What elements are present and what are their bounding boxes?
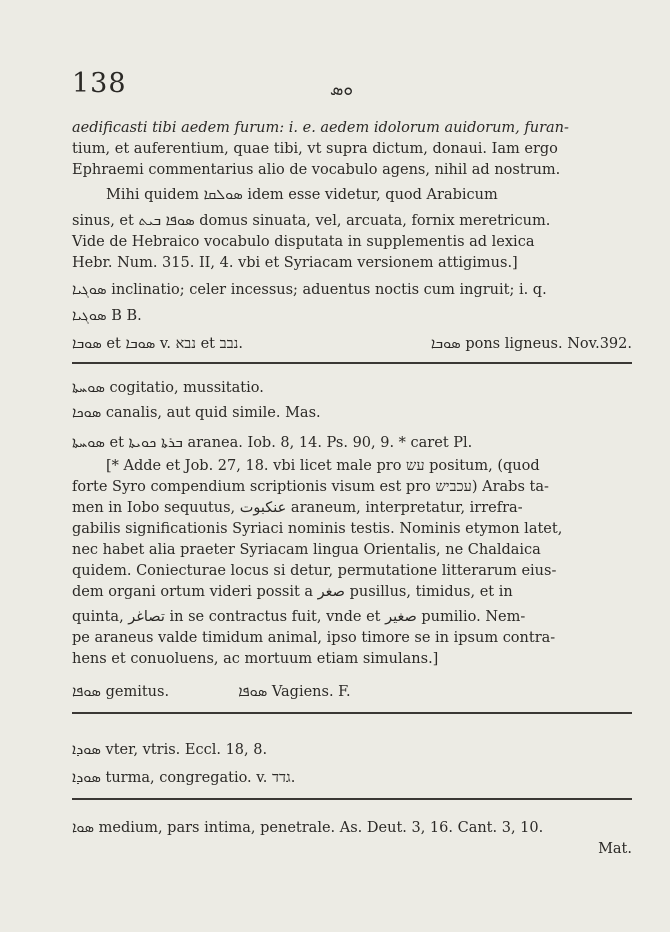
section-rule [72,362,632,364]
text-line: gabilis significationis Syriaci nominis testis. Nominis etymon latet, [72,521,563,537]
text-line: forte Syro compendium scriptionis visum est pro עכביש) Arabs ta- [72,479,549,495]
text-line: Mat. [598,841,632,857]
text-line: Mihi quidem ܣܘܠܩܐ idem esse videtur, quod Arabicum [106,187,498,203]
running-head: ܘܣ [330,80,353,100]
section-rule [72,712,632,714]
entry-medium [72,818,632,860]
entry-pons [72,334,632,355]
text-line: Vide de Hebraico vocabulo disputata in supplementis ad lexica [72,234,535,250]
entry-canalis: ܣܘܟܐ canalis, aut quid simile. Mas. [72,405,321,421]
entry-gemitus [72,682,632,703]
text-line: sinus, et ܣܘܦܐ ܒܝܬ domus sinuata, vel, arcuata, fornix meretricum. [72,213,551,229]
text-line: pe araneus valde timidum animal, ipso timore se in ipsum contra- [72,630,556,646]
text-line: ܣܘܐ medium, pars intima, penetrale. As. Deut. 3, 16. Cant. 3, 10. [72,820,544,836]
note-block [72,456,632,670]
page-number: 138 [72,68,127,99]
text-line: nec habet alia praeter Syriacam lingua Orientalis, ne Chaldaica [72,542,541,558]
text-line: Hebr. Num. 315. II, 4. vbi et Syriacam versionem attigimus.] [72,255,518,271]
entry-vter: ܣܘܕܐ vter, vtris. Eccl. 18, 8. [72,742,268,758]
entry-pons-left: ܣܘܒܐ et ܣܘܒܐ v. נבא et נבב. [72,336,243,352]
text-line: aedificasti tibi aedem furum: i. e. aedem idolorum auidorum, furan- [72,120,569,136]
entry-turma: ܣܘܕܐ turma, congregatio. v. גדד. [72,770,296,786]
text-line: quidem. Coniecturae locus si detur, permutatione litterarum eius- [72,563,557,579]
entry-bb: ܣܘܓܝܐ B B. [72,308,142,324]
text-line: quinta, تصاغر in se contractus fuit, vnde et صغير pumilio. Nem- [72,609,526,625]
entry-pons-right: ܣܘܒܐ pons ligneus. Nov.392. [430,336,632,352]
text-line: dem organi ortum videri possit a صغر pusillus, timidus, et in [72,584,513,600]
entry-cogitatio: ܣܘܚܬܐ cogitatio, mussitatio. [72,380,264,396]
paragraph-1 [72,118,632,274]
text-line: tium, et auferentium, quae tibi, vt supra dictum, donaui. Iam ergo [72,141,558,157]
entry-gemitus-left: ܣܘܦܐ gemitus. [72,684,170,700]
section-rule [72,798,632,800]
entry-inclinatio: ܣܘܓܝܐ inclinatio; celer incessus; aduentus noctis cum ingruit; i. q. [72,282,547,298]
entry-gemitus-right: ܣܘܦܐ Vagiens. F. [238,684,351,700]
text-line: hens et conuoluens, ac mortuum etiam simulans.] [72,651,439,667]
text-line: Ephraemi commentarius alio de vocabulo agens, nihil ad nostrum. [72,162,561,178]
text-line: men in Iobo sequutus, عنكبوت araneum, interpretatur, irrefra- [72,500,523,516]
text-line: [* Adde et Job. 27, 18. vbi licet male pro עש positum, (quod [106,458,540,474]
entry-aranea: ܣܘܚܬܐ et ܒܪܬܐ ܟܘܝܬܐ aranea. Iob. 8, 14. Ps. 90, 9. * caret Pl. [72,435,473,451]
